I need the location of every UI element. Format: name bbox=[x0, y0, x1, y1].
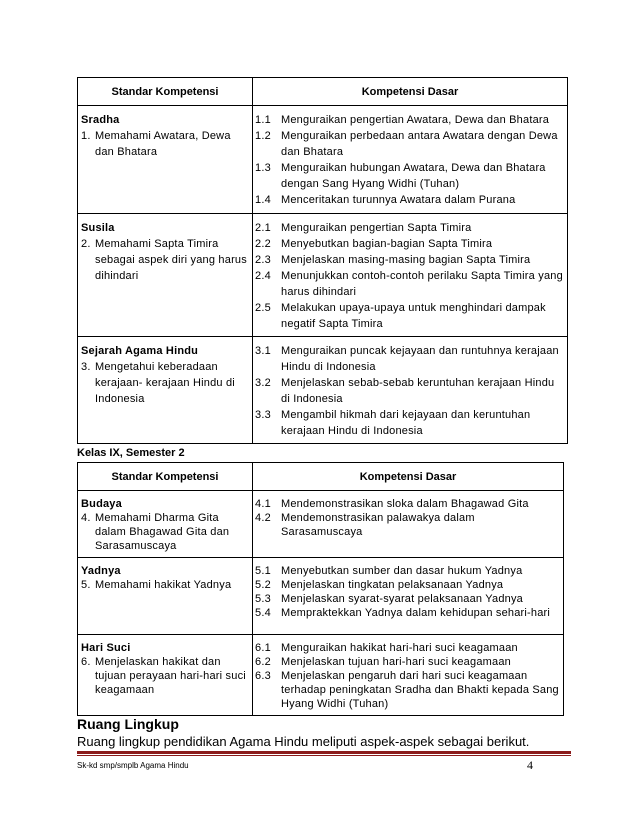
kd-text: Menguraikan puncak kejayaan dan runtuhnya kerajaan Hindu di Indonesia bbox=[281, 345, 559, 373]
kd-number: 6.1 bbox=[255, 642, 271, 654]
kd-number: 3.2 bbox=[255, 377, 271, 389]
kd-number: 5.4 bbox=[255, 607, 271, 619]
competency-table-2 bbox=[77, 462, 564, 716]
sk-text: Memahami hakikat Yadnya bbox=[95, 579, 232, 591]
kd-number: 6.3 bbox=[255, 670, 271, 682]
table-row bbox=[78, 558, 564, 635]
kd-text: Menjelaskan syarat-syarat pelaksanaan Yadnya bbox=[281, 593, 523, 605]
kd-text: Menguraikan perbedaan antara Awatara dengan Dewa dan Bhatara bbox=[281, 130, 558, 158]
kd-text: Menguraikan hubungan Awatara, Dewa dan Bhatara dengan Sang Hyang Widhi (Tuhan) bbox=[281, 162, 546, 190]
footer-rule bbox=[77, 751, 571, 754]
footer-rule-thin bbox=[77, 755, 571, 756]
kd-text: Menguraikan pengertian Sapta Timira bbox=[281, 222, 472, 234]
kd-number: 2.1 bbox=[255, 222, 271, 234]
kd-text: Menunjukkan contoh-contoh perilaku Sapta Timira yang harus dihindari bbox=[281, 270, 563, 298]
kd-text: Menguraikan hakikat hari-hari suci keagamaan bbox=[281, 642, 518, 654]
sk-title: Hari Suci bbox=[81, 642, 131, 654]
kd-text: Mengambil hikmah dari kejayaan dan keruntuhan kerajaan Hindu di Indonesia bbox=[281, 409, 531, 437]
kd-number: 3.1 bbox=[255, 345, 271, 357]
kd-number: 2.3 bbox=[255, 254, 271, 266]
sk-text: Mengetahui keberadaan kerajaan- kerajaan Hindu di Indonesia bbox=[95, 361, 235, 405]
kd-number: 2.5 bbox=[255, 302, 271, 314]
sk-number: 6. bbox=[81, 656, 91, 668]
kelas-heading: Kelas IX, Semester 2 bbox=[77, 447, 185, 459]
sk-number: 2. bbox=[81, 238, 91, 250]
kd-text: Menjelaskan sebab-sebab keruntuhan kerajaan Hindu di Indonesia bbox=[281, 377, 555, 405]
footer-text: Sk-kd smp/smplb Agama Hindu bbox=[77, 761, 189, 770]
table-header-row bbox=[78, 463, 564, 491]
kd-number: 2.2 bbox=[255, 238, 271, 250]
table-header-row bbox=[78, 78, 568, 106]
sk-text: Menjelaskan hakikat dan tujuan perayaan hari-hari suci keagamaan bbox=[95, 656, 246, 696]
table-row bbox=[78, 491, 564, 558]
kd-number: 1.1 bbox=[255, 114, 271, 126]
sk-title: Sejarah Agama Hindu bbox=[81, 345, 199, 357]
page-number: 4 bbox=[527, 758, 533, 772]
section-title: Ruang Lingkup bbox=[77, 716, 179, 732]
sk-title: Yadnya bbox=[81, 565, 121, 577]
kd-number: 5.2 bbox=[255, 579, 271, 591]
sk-title: Budaya bbox=[81, 498, 122, 510]
kd-number: 4.1 bbox=[255, 498, 271, 510]
kd-text: Mendemonstrasikan sloka dalam Bhagawad Gita bbox=[281, 498, 529, 510]
kd-number: 6.2 bbox=[255, 656, 271, 668]
table-row bbox=[78, 337, 568, 444]
header-standar-kompetensi: Standar Kompetensi bbox=[78, 463, 253, 491]
table-row bbox=[78, 214, 568, 337]
kd-number: 1.3 bbox=[255, 162, 271, 174]
kd-text: Menjelaskan tingkatan pelaksanaan Yadnya bbox=[281, 579, 504, 591]
competency-table-1 bbox=[77, 77, 568, 444]
table-row bbox=[78, 106, 568, 214]
kd-text: Menceritakan turunnya Awatara dalam Purana bbox=[281, 194, 516, 206]
kd-text: Menyebutkan bagian-bagian Sapta Timira bbox=[281, 238, 493, 250]
sk-number: 3. bbox=[81, 361, 91, 373]
sk-text: Memahami Awatara, Dewa dan Bhatara bbox=[95, 130, 231, 158]
sk-title: Susila bbox=[81, 222, 115, 234]
header-standar-kompetensi: Standar Kompetensi bbox=[78, 78, 253, 106]
kd-text: Menjelaskan tujuan hari-hari suci keagamaan bbox=[281, 656, 511, 668]
table-row bbox=[78, 635, 564, 716]
kd-text: Menjelaskan masing-masing bagian Sapta Timira bbox=[281, 254, 531, 266]
sk-title: Sradha bbox=[81, 114, 120, 126]
sk-number: 4. bbox=[81, 512, 91, 524]
kd-number: 2.4 bbox=[255, 270, 271, 282]
sk-number: 1. bbox=[81, 130, 91, 142]
kd-number: 5.1 bbox=[255, 565, 271, 577]
kd-number: 3.3 bbox=[255, 409, 271, 421]
sk-number: 5. bbox=[81, 579, 91, 591]
header-kompetensi-dasar: Kompetensi Dasar bbox=[253, 463, 564, 491]
sk-text: Memahami Sapta Timira sebagai aspek diri yang harus dihindari bbox=[95, 238, 247, 282]
kd-text: Menjelaskan pengaruh dari hari suci keagamaan terhadap peningkatan Sradha dan Bhakti kepada Sang Hyang Widhi (Tuhan) bbox=[281, 670, 559, 710]
kd-text: Menyebutkan sumber dan dasar hukum Yadnya bbox=[281, 565, 523, 577]
kd-number: 4.2 bbox=[255, 512, 271, 524]
kd-text: Menguraikan pengertian Awatara, Dewa dan Bhatara bbox=[281, 114, 550, 126]
kd-number: 5.3 bbox=[255, 593, 271, 605]
header-kompetensi-dasar: Kompetensi Dasar bbox=[253, 78, 568, 106]
kd-text: Mendemonstrasikan palawakya dalam Sarasamuscaya bbox=[281, 512, 475, 538]
kd-text: Melakukan upaya-upaya untuk menghindari dampak negatif Sapta Timira bbox=[281, 302, 546, 330]
section-text: Ruang lingkup pendidikan Agama Hindu meliputi aspek-aspek sebagai berikut. bbox=[77, 734, 530, 749]
kd-number: 1.4 bbox=[255, 194, 271, 206]
kd-number: 1.2 bbox=[255, 130, 271, 142]
sk-text: Memahami Dharma Gita dalam Bhagawad Gita dan Sarasamuscaya bbox=[95, 512, 230, 552]
kd-text: Mempraktekkan Yadnya dalam kehidupan sehari-hari bbox=[281, 607, 551, 619]
